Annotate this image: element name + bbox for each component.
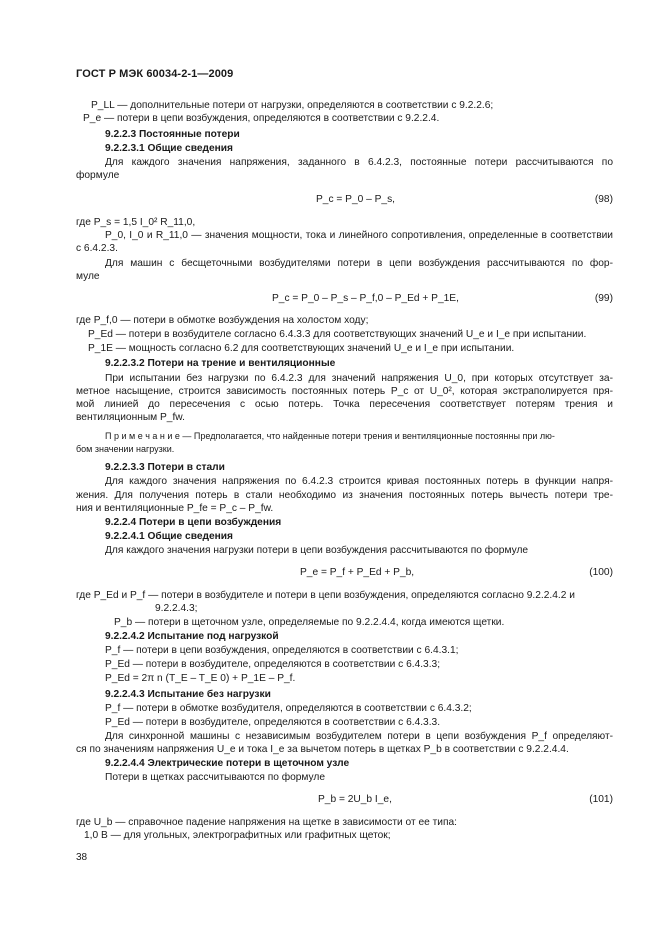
paragraph-line: метное насыщение, строится зависимость постоянных потерь P_c от U_0², которая экстраполируется пря- <box>76 386 613 397</box>
definition-line: 1,0 В — для угольных, электрографитных или графитных щеток; <box>84 830 391 841</box>
page-number: 38 <box>76 852 88 863</box>
formula-line: P_Ed = 2π n (T_E – T_E 0) + P_1E – P_f. <box>105 673 296 684</box>
paragraph-line: ся по значениям напряжения U_e и тока I_e за вычетом потерь в щетках P_b в соответствии с 9.2.2.4.4. <box>76 744 569 755</box>
definition-line: P_0, I_0 и R_11,0 — значения мощности, тока и линейного сопротивления, определенные в соответствии <box>105 230 613 241</box>
paragraph-line: муле <box>76 271 100 282</box>
section-heading-92244: 9.2.2.4.4 Электрические потери в щеточном узле <box>105 758 350 769</box>
definition-pe: P_e — потери в цепи возбуждения, определяются в соответствии с 9.2.2.4. <box>83 113 440 124</box>
section-heading-92241: 9.2.2.4.1 Общие сведения <box>105 531 234 542</box>
paragraph-line: мой линией до пересечения с осью потерь. Точка пересечения соответствует потерям трения и <box>76 399 613 410</box>
note-text: Предполагается, что найденные потери трения и вентиляционные постоянны при лю- <box>193 431 555 441</box>
section-heading-9223: 9.2.2.3 Постоянные потери <box>105 129 240 140</box>
paragraph-line: Для каждого значения напряжения, заданного в 6.4.2.3, постоянные потери рассчитываются по <box>105 157 613 168</box>
definition-line: P_1E — мощность согласно 6.2 для соответствующих значений U_e и I_e при испытании. <box>88 343 515 354</box>
section-heading-92232: 9.2.2.3.2 Потери на трение и вентиляционные <box>105 358 336 369</box>
definition-line: P_Ed — потери в возбудителе, определяются в соответствии с 6.4.3.3; <box>105 659 441 670</box>
note-label: П р и м е ч а н и е — <box>105 431 192 441</box>
where-clause: где P_Ed и P_f — потери в возбудителе и потери в цепи возбуждения, определяются согласно 9.2.2.4.2 и <box>76 590 575 601</box>
equation-100: P_e = P_f + P_Ed + P_b, <box>300 567 415 578</box>
paragraph-line: Потери в щетках рассчитываются по формуле <box>105 772 326 783</box>
note-line: бом значении нагрузки. <box>76 444 175 454</box>
definition-line: P_f — потери в цепи возбуждения, определяются в соответствии с 6.4.3.1; <box>105 645 459 656</box>
equation-98: P_c = P_0 – P_s, <box>316 194 396 205</box>
equation-99: P_c = P_0 – P_s – P_f,0 – P_Ed + P_1E, <box>272 293 459 304</box>
section-heading-92233: 9.2.2.3.3 Потери в стали <box>105 462 225 473</box>
paragraph-line: Для каждого значения напряжения по 6.4.2.3 строится кривая постоянных потерь в функции напря- <box>105 476 613 487</box>
where-clause: где U_b — справочное падение напряжения на щетке в зависимости от ее типа: <box>76 817 457 828</box>
definition-line: 9.2.2.4.3; <box>155 603 198 614</box>
paragraph-line: формуле <box>76 170 120 181</box>
paragraph-line: ния и вентиляционные P_fe = P_c – P_fw. <box>76 503 274 514</box>
equation-number-100: (100) <box>589 567 613 578</box>
paragraph-line: вентиляционным P_fw. <box>76 412 185 423</box>
section-heading-92231: 9.2.2.3.1 Общие сведения <box>105 143 234 154</box>
definition-line: P_Ed — потери в возбудителе согласно 6.4.3.3 для соответствующих значений U_e и I_e при испытании. <box>88 329 587 340</box>
definition-pll: P_LL — дополнительные потери от нагрузки, определяются в соответствии с 9.2.2.6; <box>91 100 494 111</box>
note-line <box>105 430 555 443</box>
section-heading-92243: 9.2.2.4.3 Испытание без нагрузки <box>105 689 271 700</box>
equation-number-98: (98) <box>594 194 613 205</box>
where-clause: где P_s = 1,5 I_0² R_11,0, <box>76 217 196 228</box>
definition-line: P_b — потери в щеточном узле, определяемые по 9.2.2.4.4, когда имеются щетки. <box>114 617 505 628</box>
running-header: ГОСТ Р МЭК 60034-2-1—2009 <box>76 68 234 80</box>
equation-101: P_b = 2U_b I_e, <box>318 794 392 805</box>
paragraph-line: жения. Для получения потерь в стали необходимо из значения постоянных потерь вычесть потери тре- <box>76 490 613 501</box>
equation-number-101: (101) <box>589 794 613 805</box>
equation-number-99: (99) <box>594 293 613 304</box>
definition-line: P_f — потери в обмотке возбудителя, определяются в соответствии с 6.4.3.2; <box>105 703 472 714</box>
definition-line: P_Ed — потери в возбудителе, определяются в соответствии с 6.4.3.3. <box>105 717 441 728</box>
paragraph-line: Для каждого значения нагрузки потери в цепи возбуждения рассчитываются по формуле <box>105 545 529 556</box>
paragraph-line: При испытании без нагрузки по 6.4.2.3 для значений напряжения U_0, при которых отсутствует за- <box>105 373 613 384</box>
where-clause: где P_f,0 — потери в обмотке возбуждения на холостом ходу; <box>76 315 369 326</box>
definition-line: с 6.4.2.3. <box>76 243 118 254</box>
section-heading-92242: 9.2.2.4.2 Испытание под нагрузкой <box>105 631 279 642</box>
section-heading-9224: 9.2.2.4 Потери в цепи возбуждения <box>105 517 282 528</box>
paragraph-line: Для машин с бесщеточными возбудителями потери в цепи возбуждения рассчитываются по фор- <box>105 258 613 269</box>
paragraph-line: Для синхронной машины с независимым возбудителем потери в цепи возбуждения P_f определяют- <box>105 731 613 742</box>
